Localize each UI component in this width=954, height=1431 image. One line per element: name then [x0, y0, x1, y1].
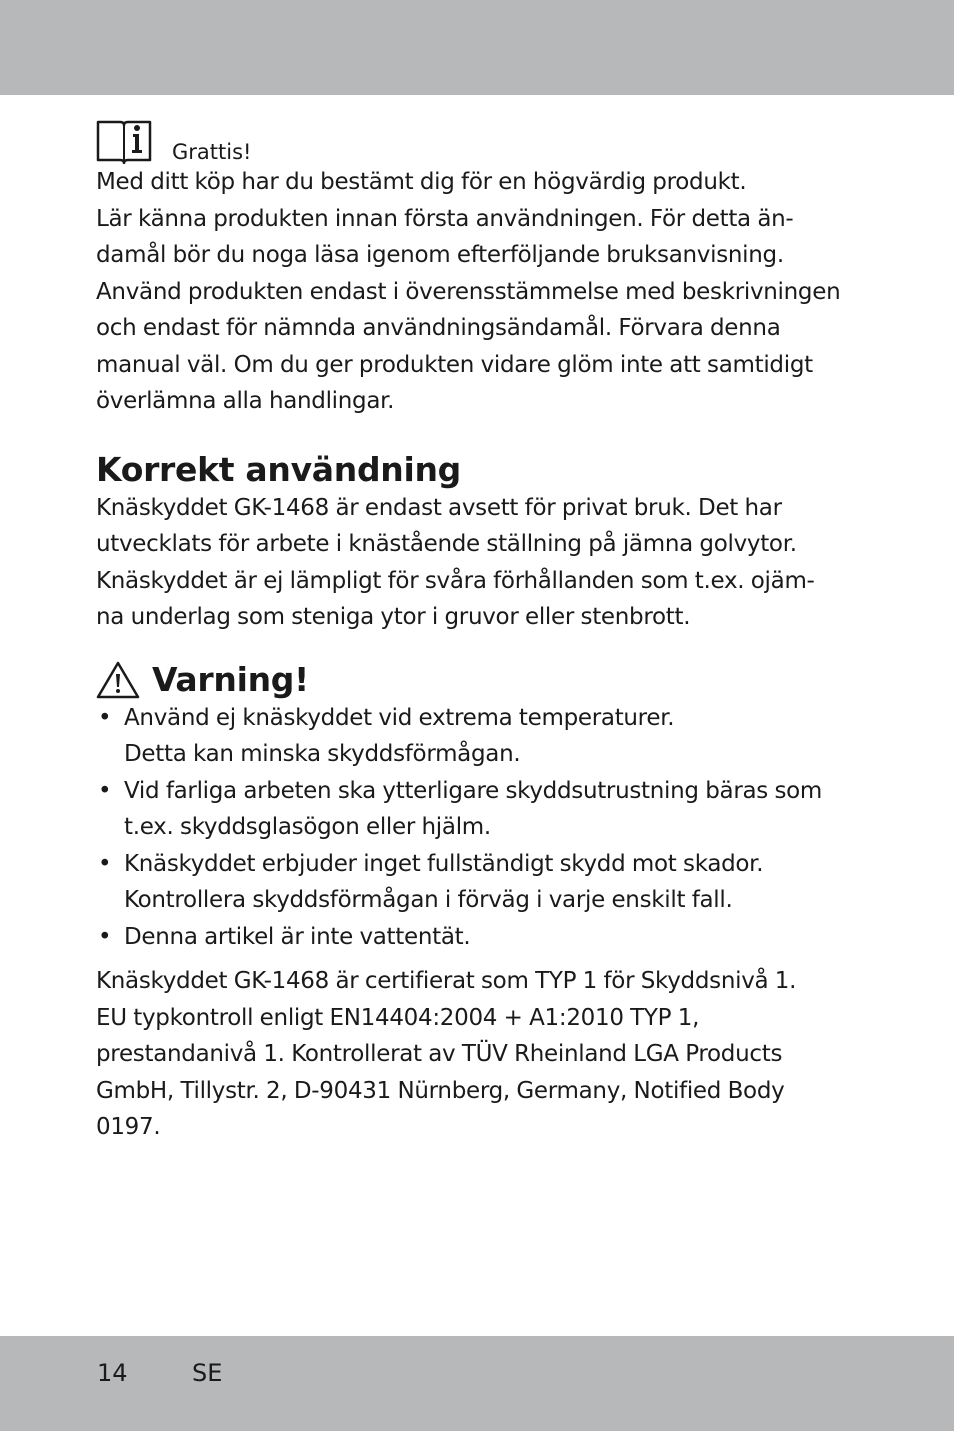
warning-heading-row — [96, 660, 876, 700]
text-line: GmbH, Tillystr. 2, D-90431 Nürnberg, Germany, Notified Body — [96, 1077, 785, 1104]
text-line: damål bör du noga läsa igenom efterföljande bruksanvisning. — [96, 242, 784, 268]
warning-list — [96, 700, 876, 956]
text-line: Lär känna produkten innan första användningen. För detta än- — [96, 205, 794, 232]
text-line: Knäskyddet GK-1468 är certifierat som TYP 1 för Skyddsnivå 1. — [96, 968, 797, 994]
intro-heading-row — [96, 112, 876, 164]
correct-use-paragraph — [96, 490, 876, 636]
bullet: • — [98, 704, 112, 731]
info-book-icon — [96, 116, 152, 164]
warning-title: Varning! — [152, 659, 309, 699]
text-line: Använd ej knäskyddet vid extrema temperaturer. — [124, 704, 675, 731]
text-line: Denna artikel är inte vattentät. — [124, 923, 471, 950]
text-line: Använd produkten endast i överensstämmelse med beskrivningen — [96, 278, 841, 305]
text-line: Vid farliga arbeten ska ytterligare skyddsutrustning bäras som — [124, 777, 823, 804]
bullet: • — [98, 777, 112, 804]
text-line: 0197. — [96, 1114, 161, 1140]
header-band — [0, 0, 954, 95]
text-line: EU typkontroll enligt EN14404:2004 + A1:2010 TYP 1, — [96, 1004, 700, 1031]
list-item — [96, 700, 876, 773]
text-line: Kontrollera skyddsförmågan i förväg i varje enskilt fall. — [124, 887, 733, 913]
text-line: na underlag som steniga ytor i gruvor eller stenbrott. — [96, 604, 691, 630]
correct-use-title: Korrekt användning — [96, 449, 461, 489]
page-content — [96, 112, 876, 1146]
bullet: • — [98, 923, 112, 950]
text-line: prestandanivå 1. Kontrollerat av TÜV Rheinland LGA Products — [96, 1041, 783, 1067]
certification-paragraph — [96, 963, 876, 1146]
intro-paragraph — [96, 164, 876, 420]
text-line: Knäskyddet är ej lämpligt för svåra förhållanden som t.ex. ojäm- — [96, 567, 815, 594]
warning-triangle-icon — [96, 660, 140, 700]
text-line: Knäskyddet GK-1468 är endast avsett för privat bruk. Det har — [96, 494, 782, 521]
footer-band — [0, 1336, 954, 1431]
language-code: SE — [192, 1359, 223, 1387]
page-number: 14 — [97, 1359, 128, 1387]
text-line: Med ditt köp har du bestämt dig för en högvärdig produkt. — [96, 169, 747, 195]
list-item — [96, 773, 876, 846]
list-item — [96, 919, 876, 956]
text-line: Knäskyddet erbjuder inget fullständigt skydd mot skador. — [124, 850, 764, 877]
intro-heading: Grattis! — [172, 140, 252, 164]
text-line: utvecklats för arbete i knästående ställning på jämna golvytor. — [96, 531, 797, 557]
text-line: överlämna alla handlingar. — [96, 388, 395, 414]
bullet: • — [98, 850, 112, 877]
text-line: manual väl. Om du ger produkten vidare glöm inte att samtidigt — [96, 351, 813, 378]
text-line: t.ex. skyddsglasögon eller hjälm. — [124, 814, 491, 840]
list-item — [96, 846, 876, 919]
text-line: Detta kan minska skyddsförmågan. — [124, 741, 521, 767]
text-line: och endast för nämnda användningsändamål. Förvara denna — [96, 315, 781, 341]
